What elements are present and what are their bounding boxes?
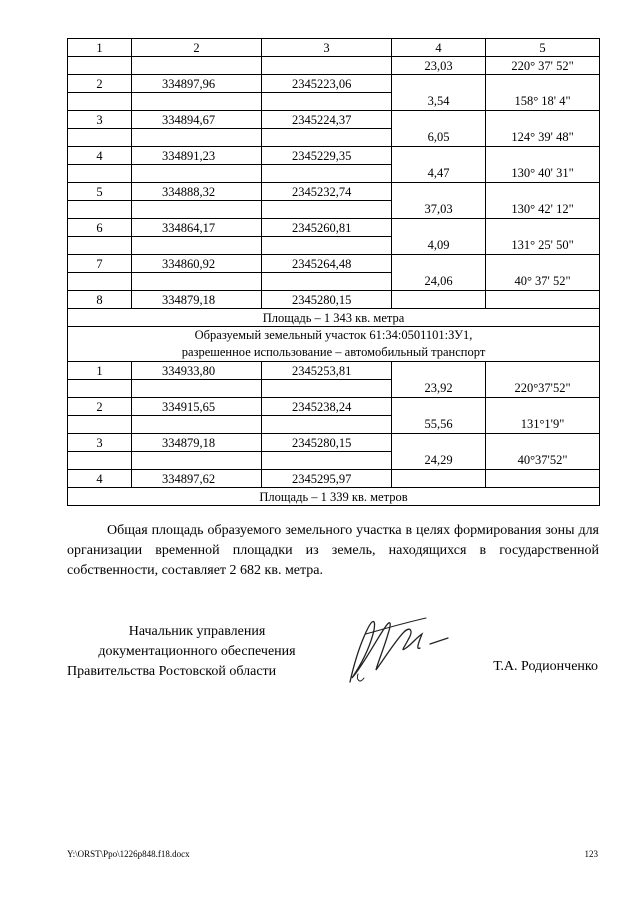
table-header-row [68,39,600,57]
signatory-name: Т.А. Родионченко [493,659,598,674]
point-number: 1 [68,362,132,380]
total-area-paragraph: Общая площадь образуемого земельного участка в целях формирования зоны для организации временной площадки из земель, находящихся в государственной собственности, составляет 2 682 кв. метра. [67,523,599,578]
column-header: 1 [68,39,132,57]
point-y: 2345253,81 [262,362,392,380]
table-row [68,165,600,183]
segment-length: 23,03 [392,57,486,75]
table-row [68,219,600,237]
signatory-title-line: Правительства Ростовской области [67,664,277,679]
point-number: 2 [68,75,132,93]
parcel-area: Площадь – 1 343 кв. метра [68,309,600,327]
table-row [68,434,600,452]
point-y: 2345238,24 [262,398,392,416]
point-x: 334933,80 [132,362,262,380]
point-x: 334915,65 [132,398,262,416]
point-number: 6 [68,219,132,237]
point-number: 5 [68,183,132,201]
table-row [68,111,600,129]
segment-angle: 131° 25' 50" [486,237,600,255]
table-row [68,291,600,309]
segment-length: 24,29 [392,452,486,470]
segment-angle: 124° 39' 48" [486,129,600,147]
point-number: 4 [68,147,132,165]
table-row [68,183,600,201]
point-y: 2345232,74 [262,183,392,201]
point-x: 334888,32 [132,183,262,201]
signatory-title-line: документационного обеспечения [98,644,296,659]
point-number: 3 [68,434,132,452]
table-row [68,129,600,147]
segment-length: 6,05 [392,129,486,147]
signatory-title [67,622,327,682]
coordinates-table [67,38,600,506]
point-number: 8 [68,291,132,309]
segment-angle: 131°1'9" [486,416,600,434]
point-y: 2345280,15 [262,291,392,309]
parcel-title-line: разрешенное использование – автомобильный транспорт [181,345,486,359]
table-row [68,147,600,165]
point-y: 2345295,97 [262,470,392,488]
point-x: 334864,17 [132,219,262,237]
segment-length: 37,03 [392,201,486,219]
point-x: 334897,96 [132,75,262,93]
area-row [68,488,600,506]
segment-angle: 130° 42' 12" [486,201,600,219]
point-number: 4 [68,470,132,488]
point-number: 3 [68,111,132,129]
parcel-area: Площадь – 1 339 кв. метров [68,488,600,506]
segment-angle: 40°37'52" [486,452,600,470]
segment-length: 55,56 [392,416,486,434]
table-row [68,380,600,398]
column-header: 4 [392,39,486,57]
segment-angle: 130° 40' 31" [486,165,600,183]
table-row [68,362,600,380]
point-x: 334891,23 [132,147,262,165]
segment-length: 4,47 [392,165,486,183]
point-number: 7 [68,255,132,273]
file-path: Y:\ORST\Ppo\1226p848.f18.docx [67,849,190,859]
point-y: 2345280,15 [262,434,392,452]
table-row [68,57,600,75]
parcel-title-row [68,327,600,362]
column-header: 3 [262,39,392,57]
point-y: 2345264,48 [262,255,392,273]
point-y: 2345223,06 [262,75,392,93]
handwritten-signature [330,604,460,694]
segment-length: 3,54 [392,93,486,111]
table-row [68,273,600,291]
table-row [68,398,600,416]
point-x: 334879,18 [132,291,262,309]
parcel-title-line: Образуемый земельный участок 61:34:0501101:ЗУ1, [194,328,473,342]
point-y: 2345260,81 [262,219,392,237]
column-header: 5 [486,39,600,57]
table-row [68,201,600,219]
point-x: 334879,18 [132,434,262,452]
segment-length: 23,92 [392,380,486,398]
point-x: 334897,62 [132,470,262,488]
page-number: 123 [584,849,598,859]
table-row [68,452,600,470]
table-row [68,93,600,111]
point-x: 334860,92 [132,255,262,273]
segment-angle: 220°37'52" [486,380,600,398]
column-header: 2 [132,39,262,57]
table-row [68,416,600,434]
segment-angle: 40° 37' 52" [486,273,600,291]
segment-length: 24,06 [392,273,486,291]
point-x: 334894,67 [132,111,262,129]
point-y: 2345224,37 [262,111,392,129]
table-row [68,255,600,273]
parcel-title [68,327,600,362]
signatory-title-line: Начальник управления [128,624,266,639]
segment-angle: 158° 18' 4" [486,93,600,111]
segment-angle: 220° 37' 52" [486,57,600,75]
table-row [68,470,600,488]
segment-length: 4,09 [392,237,486,255]
table-row [68,75,600,93]
area-row [68,309,600,327]
point-y: 2345229,35 [262,147,392,165]
point-number: 2 [68,398,132,416]
table-row [68,237,600,255]
